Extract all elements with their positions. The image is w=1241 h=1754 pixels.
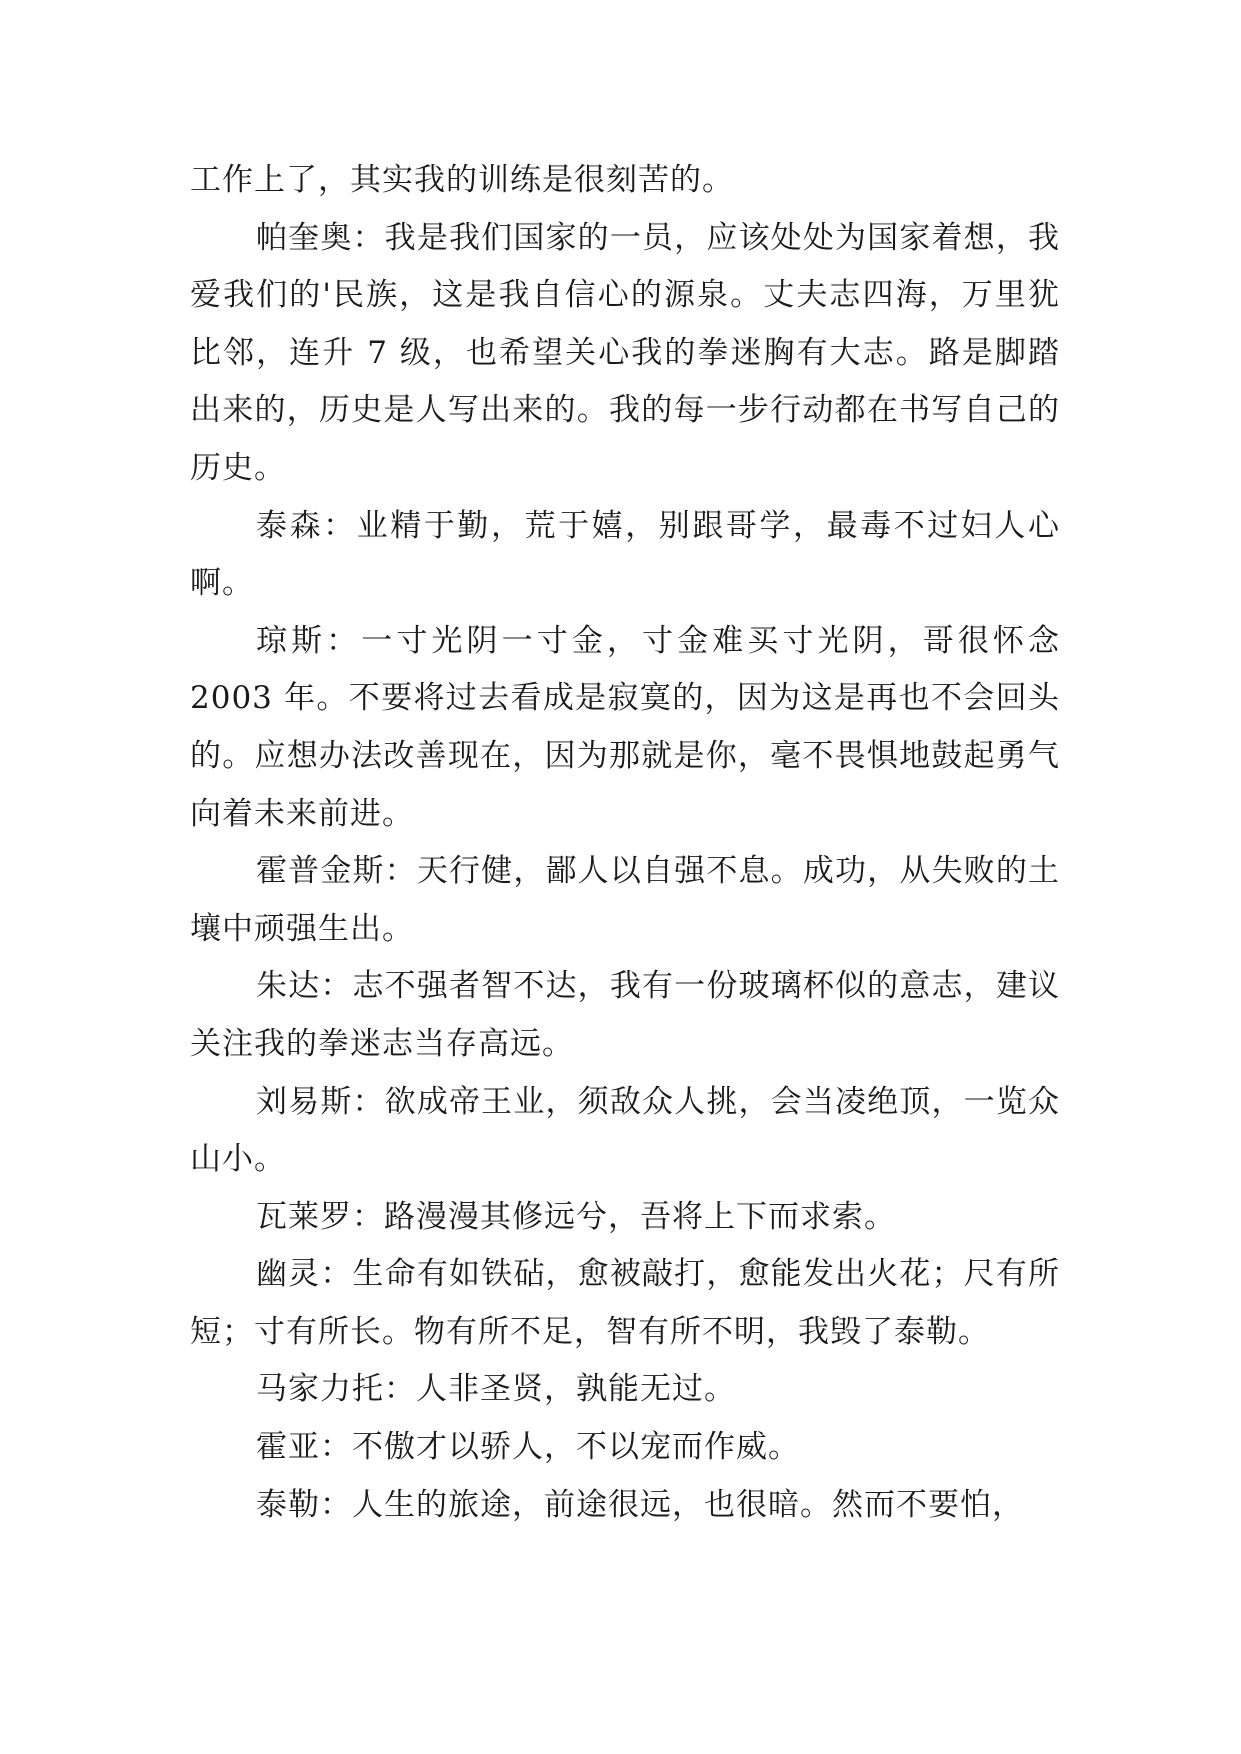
paragraph-ghost: 幽灵：生命有如铁砧，愈被敲打，愈能发出火花；尺有所短；寸有所长。物有所不足，智有所不明，我毁了泰勒。: [190, 1256, 1060, 1350]
paragraph-taylor: 泰勒：人生的旅途，前途很远，也很暗。然而不要怕，: [256, 1486, 1024, 1523]
paragraph-valero: 瓦莱罗：路漫漫其修远兮，吾将上下而求索。: [256, 1198, 896, 1235]
paragraph-hoya: 霍亚：不傲才以骄人，不以宠而作威。: [256, 1429, 800, 1466]
paragraph-pacquiao: 帕奎奥：我是我们国家的一员，应该处处为国家着想，我爱我们的'民族，这是我自信心的源泉。丈夫志四海，万里犹比邻，连升 7 级，也希望关心我的拳迷胸有大志。路是脚踏出来的，历史是人写出来的。我的每一步行动都在书写自己的历史。: [190, 219, 1060, 486]
paragraph-hopkins: 霍普金斯：天行健，鄙人以自强不息。成功，从失败的土壤中顽强生出。: [190, 853, 1060, 947]
paragraph-judah: 朱达：志不强者智不达，我有一份玻璃杯似的意志，建议关注我的拳迷志当存高远。: [190, 968, 1060, 1062]
document-body: [190, 152, 1060, 1534]
paragraph-jones: 琼斯：一寸光阴一寸金，寸金难买寸光阴，哥很怀念 2003 年。不要将过去看成是寂寞的，因为这是再也不会回头的。应想办法改善现在，因为那就是你，毫不畏惧地鼓起勇气向着未来前进。: [190, 622, 1060, 832]
paragraph-margarito: 马家力托：人非圣贤，孰能无过。: [256, 1371, 736, 1408]
paragraph-tyson: 泰森：业精于勤，荒于嬉，别跟哥学，最毒不过妇人心啊。: [190, 507, 1060, 602]
paragraph-lewis: 刘易斯：欲成帝王业，须敌众人挑，会当凌绝顶，一览众山小。: [190, 1083, 1060, 1178]
paragraph-continuation: 工作上了，其实我的训练是很刻苦的。: [190, 162, 734, 198]
